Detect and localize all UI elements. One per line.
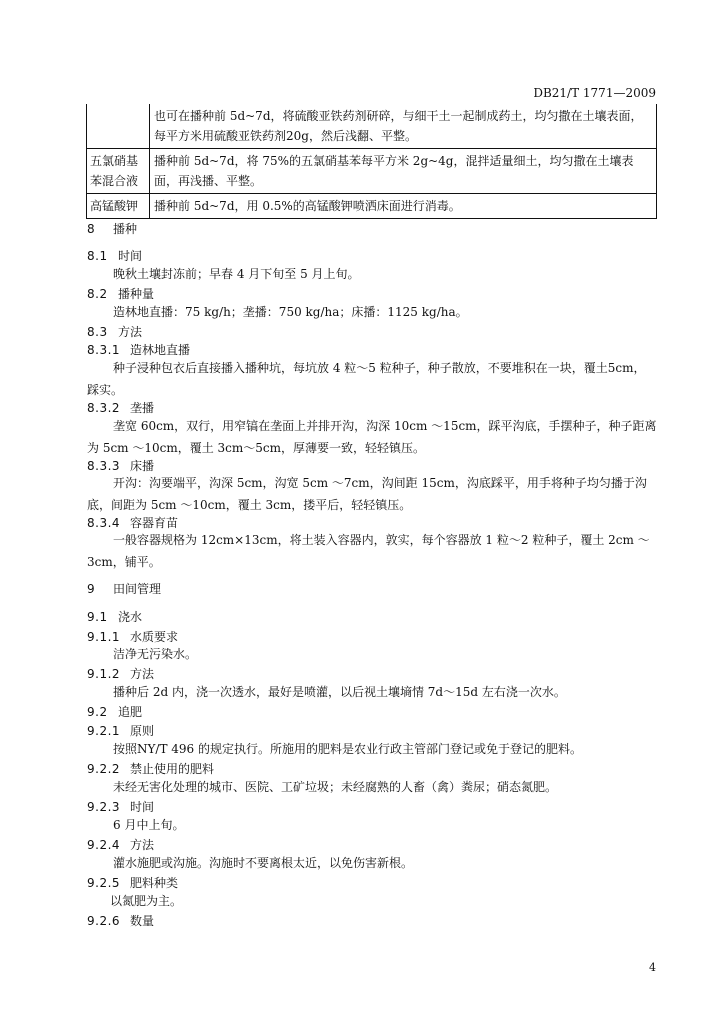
paragraph: 一般容器规格为 12cm×13cm，将土装入容器内，敦实，每个容器放 1 粒～2 粒种子，覆土 2cm ～3cm，铺平。 xyxy=(87,533,650,569)
paragraph: 垄宽 60cm，双行，用窄镐在垄面上并排开沟，沟深 10cm ～15cm，踩平沟底，手摆种子，种子距离为 5cm ～10cm，覆土 3cm～5cm，厚薄要一致，轻轻镇压。 xyxy=(87,419,657,455)
section-title: 数量 xyxy=(130,914,155,928)
paragraph: 造林地直播：75 kg/h；垄播：750 kg/ha；床播：1125 kg/ha。 xyxy=(113,305,468,319)
subsection-heading xyxy=(87,703,142,720)
standard-code: DB21/T 1771—2009 xyxy=(533,86,656,100)
section-number: 9 xyxy=(87,582,95,596)
table-cell-text: 播种前 5d~7d，将 75%的五氯硝基苯每平方米 2g~4g，混拌适量细土，均匀撒在土壤表面，再浅播、平整。 xyxy=(150,149,657,194)
subsection-heading xyxy=(87,798,154,815)
subsection-heading xyxy=(87,760,214,777)
paragraph: 开沟：沟要端平，沟深 5cm，沟宽 5cm ～7cm，沟间距 15cm，沟底踩平，用手将种子均匀播于沟底，间距为 5cm ～10cm，覆土 3cm，搂平后，轻轻镇压。 xyxy=(87,476,647,512)
table-row xyxy=(87,149,657,194)
section-number: 9.2.1 xyxy=(87,724,121,738)
paragraph: 未经无害化处理的城市、医院、工矿垃圾；未经腐熟的人畜（禽）粪尿；硝态氮肥。 xyxy=(113,780,558,794)
section-title: 垄播 xyxy=(130,401,155,415)
section-number: 9.2.2 xyxy=(87,762,121,776)
section-number: 9.2.5 xyxy=(87,876,121,890)
section-number: 9.1.2 xyxy=(87,667,121,681)
section-title: 方法 xyxy=(130,667,155,681)
subsection-heading xyxy=(87,341,190,358)
subsection-heading xyxy=(87,722,154,739)
section-title: 床播 xyxy=(130,459,155,473)
section-number: 8.2 xyxy=(87,287,108,301)
table-cell-name: 高锰酸钾 xyxy=(87,194,150,219)
section-number: 9.1.1 xyxy=(87,630,121,644)
section-heading xyxy=(87,580,161,597)
paragraph: 以氮肥为主。 xyxy=(110,894,183,908)
paragraph: 种子浸种包衣后直接播入播种坑，每坑放 4 粒～5 粒种子，种子散放，不要堆积在一块，覆土5cm，踩实。 xyxy=(87,361,646,397)
section-number: 9.2.4 xyxy=(87,838,121,852)
paragraph: 6 月中上旬。 xyxy=(113,818,185,832)
paragraph: 播种后 2d 内，浇一次透水，最好是喷灌，以后视土壤墒情 7d～15d 左右浇一次水。 xyxy=(113,685,566,699)
section-title: 容器育苗 xyxy=(130,516,179,530)
section-number: 9.2 xyxy=(87,705,108,719)
section-number: 8.3.1 xyxy=(87,343,121,357)
disinfectant-table xyxy=(86,104,657,219)
section-title: 方法 xyxy=(118,325,143,339)
subsection-heading xyxy=(87,285,154,302)
subsection-heading xyxy=(87,836,154,853)
subsection-heading xyxy=(87,665,154,682)
paragraph: 洁净无污染水。 xyxy=(113,647,198,661)
section-title: 方法 xyxy=(130,838,155,852)
section-number: 9.1 xyxy=(87,610,108,624)
section-title: 水质要求 xyxy=(130,630,179,644)
subsection-heading xyxy=(87,399,154,416)
section-title: 田间管理 xyxy=(113,582,162,596)
section-number: 8 xyxy=(87,222,95,236)
subsection-heading xyxy=(87,323,142,340)
subsection-heading xyxy=(87,912,154,929)
table-cell-name: 五氯硝基苯混合液 xyxy=(87,149,150,194)
section-number: 9.2.3 xyxy=(87,800,121,814)
section-title: 追肥 xyxy=(118,705,143,719)
subsection-heading xyxy=(87,628,178,645)
paragraph: 晚秋土壤封冻前；早春 4 月下旬至 5 月上旬。 xyxy=(113,267,360,281)
page-number: 4 xyxy=(649,961,656,974)
section-title: 肥料种类 xyxy=(130,876,179,890)
section-number: 8.3 xyxy=(87,325,108,339)
table-cell-text: 也可在播种前 5d~7d，将硫酸亚铁药剂研碎，与细干土一起制成药土，均匀撒在土壤表面，每平方米用硫酸亚铁药剂20g，然后浅翻、平整。 xyxy=(150,104,657,149)
section-title: 原则 xyxy=(130,724,155,738)
section-title: 造林地直播 xyxy=(130,343,191,357)
section-number: 9.2.6 xyxy=(87,914,121,928)
section-title: 时间 xyxy=(118,249,143,263)
section-title: 播种 xyxy=(113,222,138,236)
section-title: 播种量 xyxy=(118,287,155,301)
section-number: 8.3.3 xyxy=(87,459,121,473)
section-title: 时间 xyxy=(130,800,155,814)
subsection-heading xyxy=(87,874,178,891)
section-number: 8.1 xyxy=(87,249,108,263)
table-row xyxy=(87,194,657,219)
paragraph: 按照NY/T 496 的规定执行。所施用的肥料是农业行政主管部门登记或免于登记的肥料。 xyxy=(113,742,583,756)
table-cell-text: 播种前 5d~7d，用 0.5%的高锰酸钾喷洒床面进行消毒。 xyxy=(150,194,657,219)
subsection-heading xyxy=(87,247,142,264)
subsection-heading xyxy=(87,608,142,625)
section-heading xyxy=(87,220,137,237)
section-number: 8.3.2 xyxy=(87,401,121,415)
section-number: 8.3.4 xyxy=(87,516,121,530)
section-title: 禁止使用的肥料 xyxy=(130,762,215,776)
section-title: 浇水 xyxy=(118,610,143,624)
table-cell-name xyxy=(87,104,150,149)
table-row xyxy=(87,104,657,149)
paragraph: 灌水施肥或沟施。沟施时不要离根太近，以免伤害新根。 xyxy=(113,856,414,870)
